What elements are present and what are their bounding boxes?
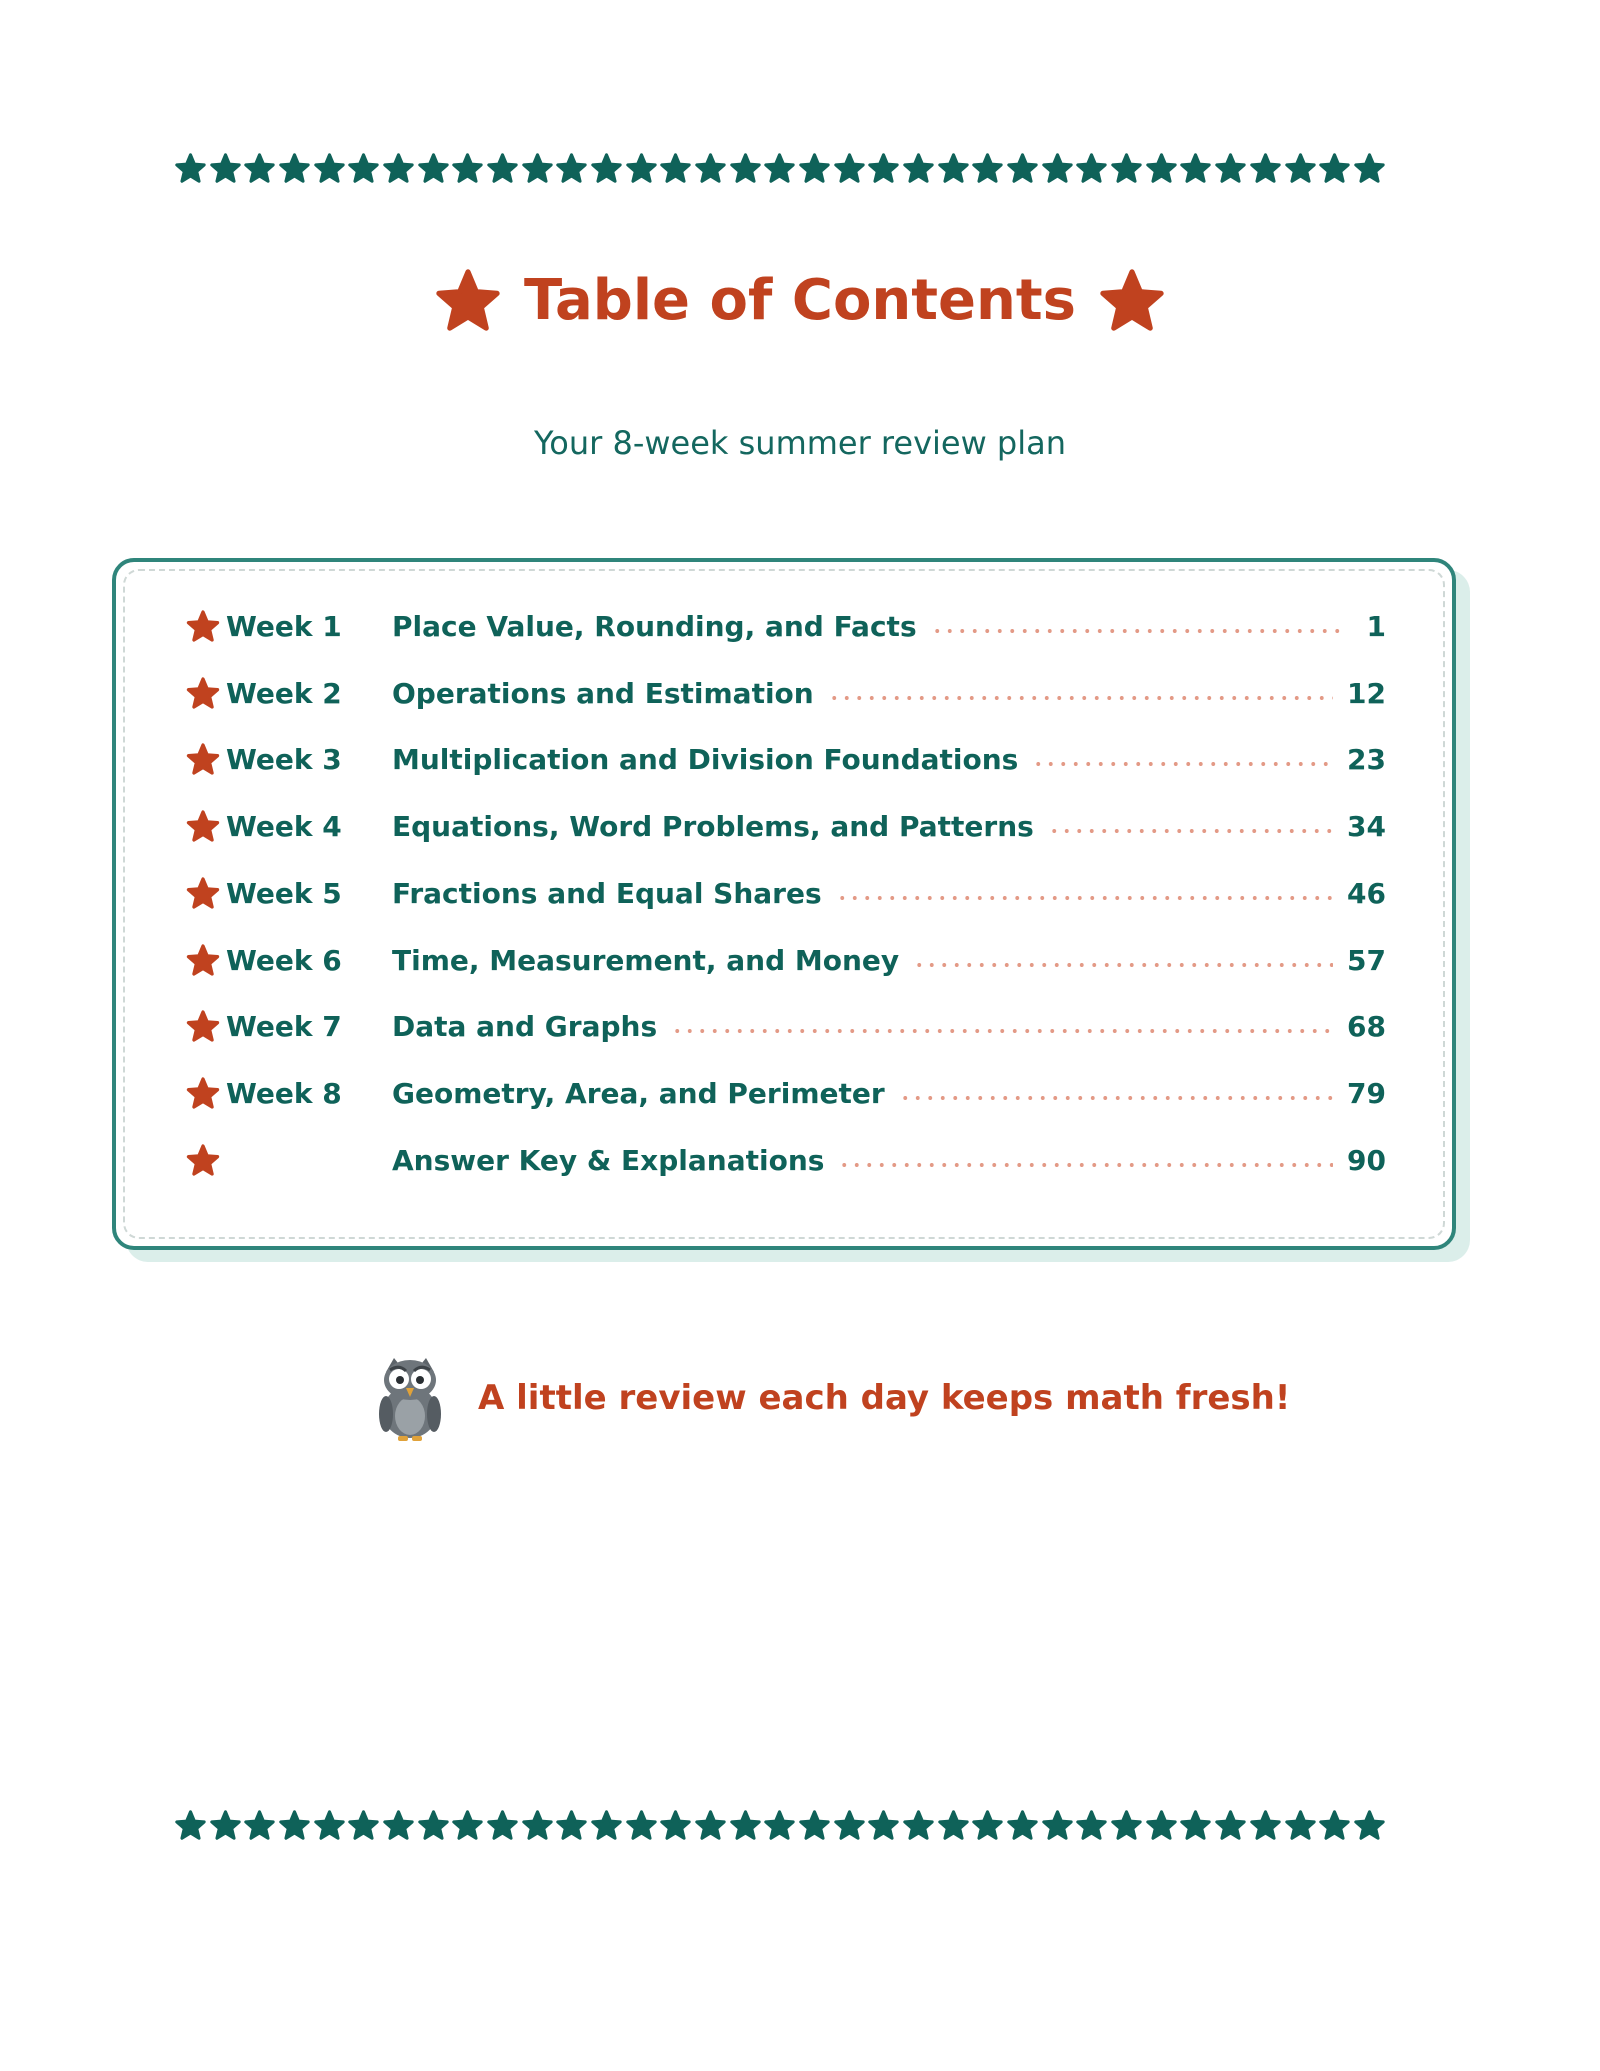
toc-leader-dots <box>1032 762 1333 766</box>
toc-week-label: Week 2 <box>226 676 342 710</box>
toc-page-number: 68 <box>1347 1009 1386 1043</box>
star-icon <box>1076 1810 1107 1841</box>
toc-week-label: Week 7 <box>226 1009 342 1043</box>
toc-leader-dots <box>913 963 1333 967</box>
star-icon <box>626 1810 657 1841</box>
star-icon <box>314 153 345 184</box>
star-icon <box>764 1810 795 1841</box>
toc-week-label: Week 8 <box>226 1076 342 1110</box>
toc-entry <box>186 737 1386 781</box>
star-icon <box>452 153 483 184</box>
star-icon <box>1285 1810 1316 1841</box>
toc-topic: Data and Graphs <box>392 1009 658 1043</box>
star-icon <box>186 877 220 910</box>
toc-leader-dots <box>828 696 1333 700</box>
star-icon <box>730 153 761 184</box>
tip-banner <box>372 1352 1290 1444</box>
toc-week-label: Week 3 <box>226 742 342 776</box>
star-icon <box>279 1810 310 1841</box>
toc-topic: Equations, Word Problems, and Patterns <box>392 809 1034 843</box>
star-icon <box>186 677 220 710</box>
star-icon <box>695 153 726 184</box>
star-icon <box>279 153 310 184</box>
star-icon <box>1285 153 1316 184</box>
star-icon <box>383 153 414 184</box>
toc-leader-dots <box>1048 829 1333 833</box>
toc-page-number: 23 <box>1347 742 1386 776</box>
toc-week-label: Week 4 <box>226 809 342 843</box>
star-icon <box>1007 153 1038 184</box>
star-icon <box>868 1810 899 1841</box>
star-icon <box>834 1810 865 1841</box>
star-icon <box>210 153 241 184</box>
toc-entry <box>186 938 1386 982</box>
star-icon <box>1098 268 1166 334</box>
toc-entry <box>186 604 1386 648</box>
star-icon <box>186 743 220 776</box>
star-icon <box>660 153 691 184</box>
star-icon <box>487 153 518 184</box>
star-icon <box>186 1144 220 1177</box>
star-icon <box>1215 1810 1246 1841</box>
page-title: Table of Contents <box>523 268 1076 333</box>
toc-topic: Fractions and Equal Shares <box>392 876 822 910</box>
toc-week-label: Week 1 <box>226 609 342 643</box>
toc-page-number: 79 <box>1347 1076 1386 1110</box>
page-header <box>0 268 1600 334</box>
star-icon <box>186 944 220 977</box>
toc-page-number: 90 <box>1347 1143 1386 1177</box>
star-icon <box>1076 153 1107 184</box>
toc-week-label: Week 5 <box>226 876 342 910</box>
star-icon <box>660 1810 691 1841</box>
toc-entry <box>186 1138 1386 1182</box>
toc-page-number: 46 <box>1347 876 1386 910</box>
star-icon <box>175 153 206 184</box>
bottom-star-border <box>175 1807 1385 1843</box>
toc-page-number: 34 <box>1347 809 1386 843</box>
toc-topic: Answer Key & Explanations <box>392 1143 825 1177</box>
toc-page-number: 57 <box>1347 943 1386 977</box>
star-icon <box>868 153 899 184</box>
toc-entry <box>186 1004 1386 1048</box>
star-icon <box>591 1810 622 1841</box>
toc-page-number: 1 <box>1366 609 1386 643</box>
star-icon <box>556 1810 587 1841</box>
star-icon <box>799 153 830 184</box>
star-icon <box>1354 1810 1385 1841</box>
star-icon <box>764 153 795 184</box>
star-icon <box>1146 1810 1177 1841</box>
star-icon <box>1215 153 1246 184</box>
star-icon <box>730 1810 761 1841</box>
toc-leader-dots <box>671 1029 1333 1033</box>
toc-page-number: 12 <box>1347 676 1386 710</box>
toc-entry <box>186 671 1386 715</box>
star-icon <box>695 1810 726 1841</box>
star-icon <box>186 810 220 843</box>
star-icon <box>1319 1810 1350 1841</box>
star-icon <box>1042 1810 1073 1841</box>
star-icon <box>1180 1810 1211 1841</box>
star-icon <box>186 1077 220 1110</box>
star-icon <box>938 153 969 184</box>
toc-topic: Operations and Estimation <box>392 676 814 710</box>
toc-entry <box>186 871 1386 915</box>
toc-topic: Place Value, Rounding, and Facts <box>392 609 917 643</box>
toc-leader-dots <box>899 1096 1333 1100</box>
star-icon <box>1250 153 1281 184</box>
toc-leader-dots <box>838 1163 1333 1167</box>
toc-topic: Geometry, Area, and Perimeter <box>392 1076 885 1110</box>
star-icon <box>556 153 587 184</box>
star-icon <box>418 1810 449 1841</box>
star-icon <box>314 1810 345 1841</box>
star-icon <box>383 1810 414 1841</box>
star-icon <box>1250 1810 1281 1841</box>
star-icon <box>186 1010 220 1043</box>
toc-topic: Multiplication and Division Foundations <box>392 742 1019 776</box>
star-icon <box>452 1810 483 1841</box>
toc-box <box>112 558 1456 1250</box>
star-icon <box>972 1810 1003 1841</box>
star-icon <box>903 153 934 184</box>
star-icon <box>1007 1810 1038 1841</box>
toc-leader-dots <box>836 896 1333 900</box>
star-icon <box>434 268 502 334</box>
toc-topic: Time, Measurement, and Money <box>392 943 900 977</box>
star-icon <box>938 1810 969 1841</box>
star-icon <box>1042 153 1073 184</box>
toc-leader-dots <box>931 629 1346 633</box>
star-icon <box>591 153 622 184</box>
star-icon <box>834 153 865 184</box>
star-icon <box>186 610 220 643</box>
top-star-border <box>175 150 1385 186</box>
toc-entry <box>186 804 1386 848</box>
star-icon <box>1146 153 1177 184</box>
page-subtitle: Your 8-week summer review plan <box>533 424 1067 462</box>
owl-icon <box>372 1352 448 1444</box>
toc-entry <box>186 1071 1386 1115</box>
toc-week-label: Week 6 <box>226 943 342 977</box>
star-icon <box>522 153 553 184</box>
star-icon <box>1180 153 1211 184</box>
star-icon <box>487 1810 518 1841</box>
star-icon <box>522 1810 553 1841</box>
star-icon <box>799 1810 830 1841</box>
star-icon <box>348 153 379 184</box>
star-icon <box>175 1810 206 1841</box>
star-icon <box>418 153 449 184</box>
star-icon <box>1111 1810 1142 1841</box>
star-icon <box>903 1810 934 1841</box>
star-icon <box>972 153 1003 184</box>
star-icon <box>1111 153 1142 184</box>
star-icon <box>244 1810 275 1841</box>
star-icon <box>210 1810 241 1841</box>
star-icon <box>244 153 275 184</box>
star-icon <box>1354 153 1385 184</box>
tip-text: A little review each day keeps math fresh! <box>478 1378 1291 1418</box>
star-icon <box>626 153 657 184</box>
star-icon <box>348 1810 379 1841</box>
star-icon <box>1319 153 1350 184</box>
